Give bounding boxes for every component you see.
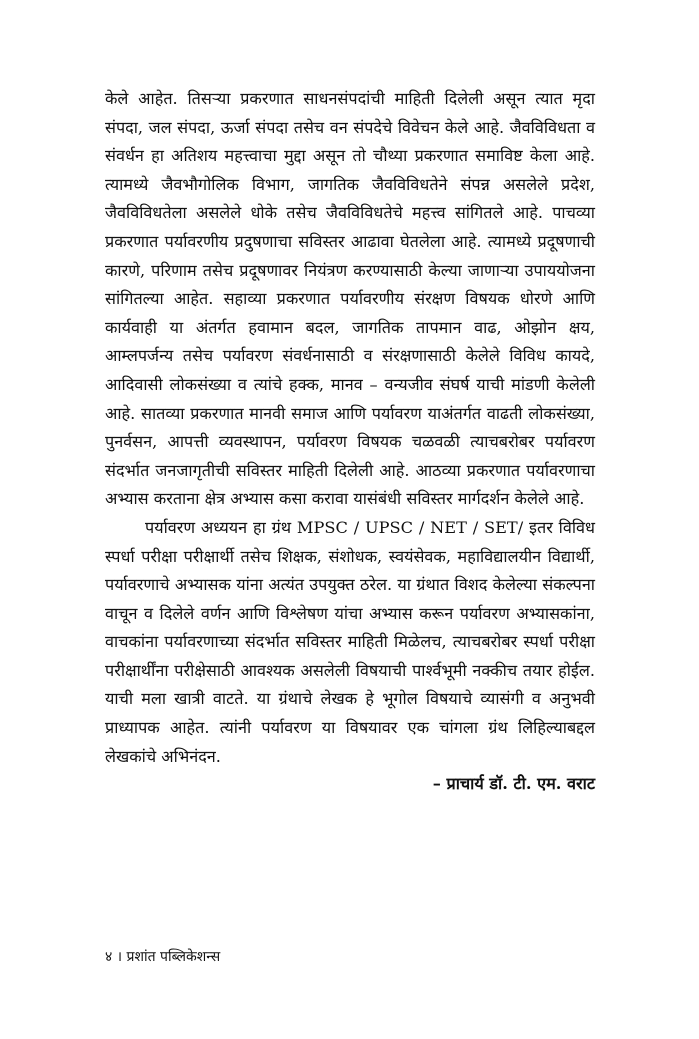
body-text	[105, 85, 595, 771]
page-footer: ४ । प्रशांत पब्लिकेशन्स	[105, 949, 221, 965]
paragraph-2: पर्यावरण अध्ययन हा ग्रंथ MPSC / UPSC / NET / SET/ इतर विविध स्पर्धा परीक्षा परीक्षार्थी तसेच शिक्षक, संशोधक, स्वयंसेवक, महाविद्यालयीन विद्यार्थी, पर्यावरणाचे अभ्यासक यांना अत्यंत उपयुक्त ठरेल. या ग्रंथात विशद केलेल्या संकल्पना वाचून व दिलेले वर्णन आणि विश्लेषण यांचा अभ्यास करून पर्यावरण अभ्यासकांना, वाचकांना पर्यावरणाच्या संदर्भात सविस्तर माहिती मिळेलच, त्याचबरोबर स्पर्धा परीक्षा परीक्षार्थींना परीक्षेसाठी आवश्यक असलेली विषयाची पार्श्वभूमी नक्कीच तयार होईल. याची मला खात्री वाटते. या ग्रंथाचे लेखक हे भूगोल विषयाचे व्यासंगी व अनुभवी प्राध्यापक आहेत. त्यांनी पर्यावरण या विषयावर एक चांगला ग्रंथ लिहिल्याबद्दल लेखकांचे अभिनंदन.	[105, 517, 595, 766]
paragraph-1: केले आहेत. तिसऱ्या प्रकरणात साधनसंपदांची माहिती दिलेली असून त्यात मृदा संपदा, जल संपदा, ऊर्जा संपदा तसेच वन संपदेचे विवेचन केले आहे. जैवविविधता व संवर्धन हा अतिशय महत्त्वाचा मुद्दा असून तो चौथ्या प्रकरणात समाविष्ट केला आहे. त्यामध्ये जैवभौगोलिक विभाग, जागतिक जैवविविधतेने संपन्न असलेले प्रदेश, जैवविविधतेला असलेले धोके तसेच जैवविविधतेचे महत्त्व सांगितले आहे. पाचव्या प्रकरणात पर्यावरणीय प्रदुषणाचा सविस्तर आढावा घेतलेला आहे. त्यामध्ये प्रदूषणाची कारणे, परिणाम तसेच प्रदूषणावर नियंत्रण करण्यासाठी केल्या जाणाऱ्या उपाययोजना सांगितल्या आहेत. सहाव्या प्रकरणात पर्यावरणीय संरक्षण विषयक धोरणे आणि कार्यवाही या अंतर्गत हवामान बदल, जागतिक तापमान वाढ, ओझोन क्षय, आम्लपर्जन्य तसेच पर्यावरण संवर्धनासाठी व संरक्षणासाठी केलेले विविध कायदे, आदिवासी लोकसंख्या व त्यांचे हक्क, मानव – वन्यजीव संघर्ष याची मांडणी केलेली आहे. सातव्या प्रकरणात मानवी समाज आणि पर्यावरण याअंतर्गत वाढती लोकसंख्या, पुनर्वसन, आपत्ती व्यवस्थापन, पर्यावरण विषयक चळवळी त्याचबरोबर पर्यावरण संदर्भात जनजागृतीची सविस्तर माहिती दिलेली आहे. आठव्या प्रकरणात पर्यावरणाचा अभ्यास करताना क्षेत्र अभ्यास कसा करावा यासंबंधी सविस्तर मार्गदर्शन केलेले आहे.	[105, 89, 595, 509]
signature: – प्राचार्य डॉ. टी. एम. वराट	[432, 774, 595, 793]
